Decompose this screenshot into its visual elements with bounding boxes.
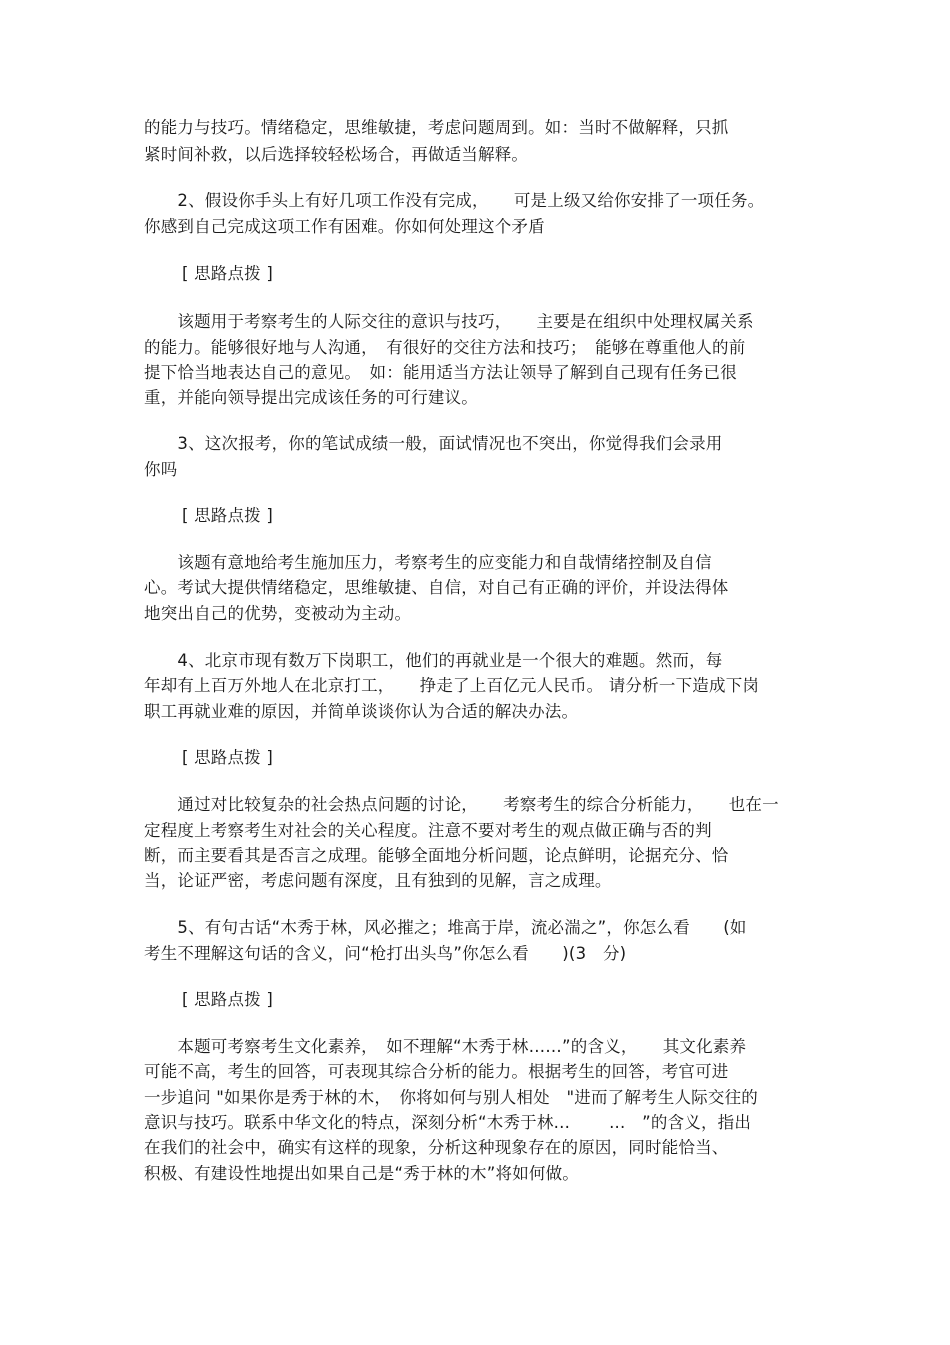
question-4-line: 年却有上百万外地人在北京打工， 挣走了上百亿元人民币。 请分析一下造成下岗 [144,676,760,695]
answer-line: 该题有意地给考生施加压力，考察考生的应变能力和自哉情绪控制及自信 [144,553,712,572]
question-3-line: 3、这次报考，你的笔试成绩一般，面试情况也不突出，你觉得我们会录用 [144,434,723,453]
question-5-line: 考生不理解这句话的含义，问“枪打出头鸟”你怎么看 )(3 分) [144,944,627,963]
question-3-line: 你吗 [144,460,178,479]
answer-line: 定程度上考察考生对社会的关心程度。注意不要对考生的观点做正确与否的判 [144,821,712,840]
answer-line: 的能力。能够很好地与人沟通， 有很好的交往方法和技巧； 能够在尊重他人的前 [144,338,746,357]
answer-line: 积极、有建设性地提出如果自己是“秀于林的木”将如何做。 [144,1164,579,1183]
answer-line: 在我们的社会中，确实有这样的现象，分析这种现象存在的原因，同时能恰当、 [144,1138,729,1157]
answer-line: 当，论证严密，考虑问题有深度，且有独到的见解，言之成理。 [144,871,612,890]
answer-line: 提下恰当地表达自己的意见。 如：能用适当方法让领导了解到自己现有任务已很 [144,363,737,382]
answer-line: 该题用于考察考生的人际交往的意识与技巧， 主要是在组织中处理权属关系 [144,312,754,331]
answer-line: 可能不高，考生的回答，可表现其综合分析的能力。根据考生的回答，考官可进 [144,1062,729,1081]
answer-line: 重，并能向领导提出完成该任务的可行建议。 [144,388,478,407]
question-2-line: 2、假设你手头上有好几项工作没有完成， 可是上级又给你安排了一项任务。 [144,191,765,210]
question-4-line: 4、北京市现有数万下岗职工，他们的再就业是一个很大的难题。然而，每 [144,651,723,670]
hint-heading: [ 思路点拨 ] [182,264,273,283]
answer-line: 断，而主要看其是否言之成理。能够全面地分析问题，论点鲜明，论据充分、恰 [144,846,729,865]
answer-line: 意识与技巧。联系中华文化的特点，深刻分析“木秀于林… ... ”的含义，指出 [144,1113,752,1132]
answer-line: 心。考试大提供情绪稳定，思维敏捷、自信，对自己有正确的评价，并设法得体 [144,578,729,597]
question-4-line: 职工再就业难的原因，并简单谈谈你认为合适的解决办法。 [144,702,579,721]
hint-heading: [ 思路点拨 ] [182,506,273,525]
hint-heading: [ 思路点拨 ] [182,990,273,1009]
answer-line: 通过对比较复杂的社会热点问题的讨论， 考察考生的综合分析能力， 也在一 [144,795,779,814]
answer-line: 本题可考察考生文化素养， 如不理解“木秀于林……”的含义， 其文化素养 [144,1037,747,1056]
text-line: 紧时间补救，以后选择较轻松场合，再做适当解释。 [144,145,529,164]
hint-heading: [ 思路点拨 ] [182,748,273,767]
question-5-line: 5、有句古话“木秀于林，风必摧之；堆高于岸，流必湍之”，你怎么看 (如 [144,918,747,937]
answer-line: 地突出自己的优势，变被动为主动。 [144,604,412,623]
answer-line: 一步追问 "如果你是秀于林的木， 你将如何与别人相处 "进而了解考生人际交往的 [144,1088,758,1107]
text-line: 的能力与技巧。情绪稳定，思维敏捷，考虑问题周到。如：当时不做解释，只抓 [144,118,729,137]
question-2-line: 你感到自己完成这项工作有困难。你如何处理这个矛盾 [144,217,545,236]
